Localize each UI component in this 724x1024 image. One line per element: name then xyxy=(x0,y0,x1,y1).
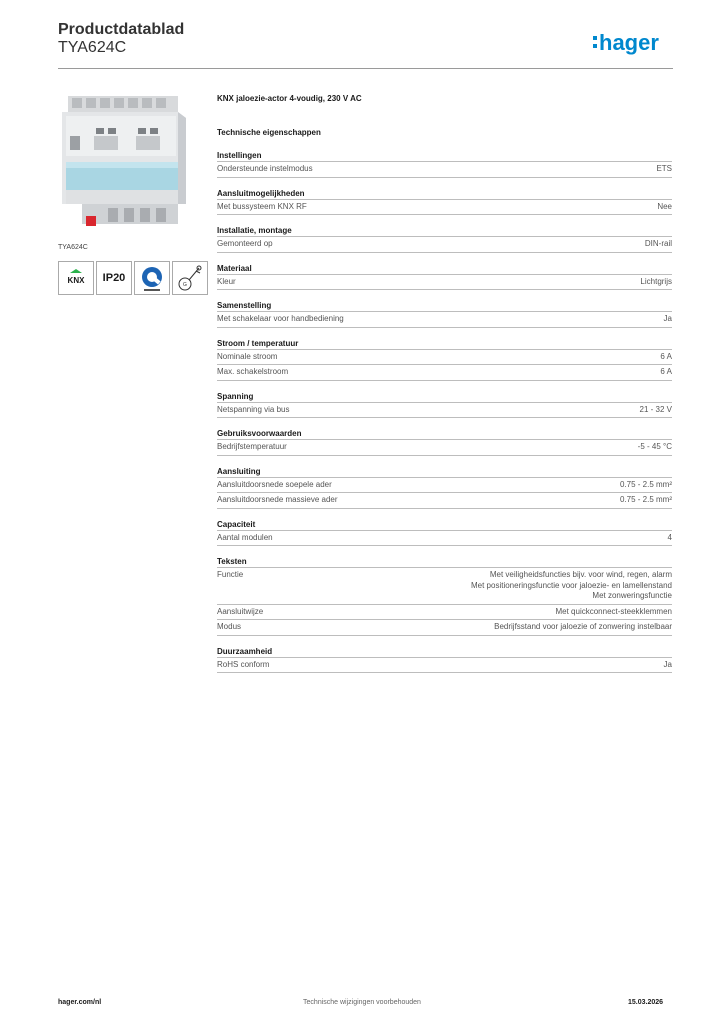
plug-certification xyxy=(172,261,208,295)
spec-value xyxy=(471,570,672,602)
spec-section xyxy=(217,188,672,216)
spec-label: Aansluitdoorsnede massieve ader xyxy=(217,495,338,504)
product-code-caption: TYA624C xyxy=(58,244,88,251)
spec-sections xyxy=(217,150,672,673)
knx-logo-icon xyxy=(59,262,93,294)
spec-section-title: Teksten xyxy=(217,556,672,568)
quality-mark-icon xyxy=(135,262,169,294)
spec-value xyxy=(640,277,672,288)
spec-label: Ondersteunde instelmodus xyxy=(217,164,313,173)
spec-value xyxy=(620,495,672,506)
spec-row xyxy=(217,440,672,456)
spec-value-line: 21 - 32 V xyxy=(639,404,672,414)
spec-label: Aansluitdoorsnede soepele ader xyxy=(217,479,332,489)
spec-value-line: Met veiligheidsfuncties bijv. voor wind, regen, alarm xyxy=(489,570,672,579)
spec-section xyxy=(217,391,672,419)
spec-section xyxy=(217,428,672,456)
spec-value-line: Met quickconnect-steekklemmen xyxy=(555,606,672,616)
spec-value-line: -5 - 45 °C xyxy=(637,442,672,451)
spec-section xyxy=(217,519,672,547)
spec-value xyxy=(638,442,672,453)
spec-value-line: Met zonweringsfunctie xyxy=(592,591,672,600)
spec-section-title: Instellingen xyxy=(217,150,672,162)
spec-row xyxy=(217,350,672,366)
spec-value-line: 4 xyxy=(667,532,672,542)
spec-row xyxy=(217,237,672,253)
spec-value-line: DIN-rail xyxy=(644,239,672,248)
spec-section xyxy=(217,300,672,328)
spec-label: Aantal modulen xyxy=(217,532,273,542)
spec-value-line: Nee xyxy=(657,201,672,211)
spec-value xyxy=(494,622,672,633)
spec-row xyxy=(217,493,672,509)
spec-value xyxy=(660,352,672,363)
spec-label: Met schakelaar voor handbediening xyxy=(217,314,344,323)
spec-section-title: Installatie, montage xyxy=(217,225,672,237)
spec-section-title: Aansluiting xyxy=(217,466,672,478)
spec-value xyxy=(620,480,672,491)
spec-value xyxy=(668,533,672,544)
spec-value-line: Ja xyxy=(663,659,672,669)
spec-value xyxy=(657,202,672,213)
spec-value-line: ETS xyxy=(656,164,672,173)
spec-value-line: Bedrijfsstand voor jaloezie of zonwering instelbaar xyxy=(494,622,672,631)
spec-row xyxy=(217,200,672,216)
spec-label: Nominale stroom xyxy=(217,351,278,361)
spec-row xyxy=(217,162,672,178)
spec-row xyxy=(217,605,672,621)
spec-value xyxy=(664,660,672,671)
spec-section xyxy=(217,646,672,674)
spec-row xyxy=(217,312,672,328)
spec-row xyxy=(217,478,672,494)
spec-value-line: 0.75 - 2.5 mm² xyxy=(619,495,672,504)
hager-logo xyxy=(593,28,673,58)
plug-key-icon xyxy=(173,262,207,294)
spec-section-title: Capaciteit xyxy=(217,519,672,531)
spec-row xyxy=(217,568,672,605)
svg-text:G: G xyxy=(183,282,187,288)
spec-value xyxy=(640,405,672,416)
spec-label: Max. schakelstroom xyxy=(217,367,289,376)
spec-label: Met bussysteem KNX RF xyxy=(217,201,307,211)
spec-label: Netspanning via bus xyxy=(217,404,290,414)
footer-disclaimer: Technische wijzigingen voorbehouden xyxy=(303,999,421,1006)
spec-row xyxy=(217,658,672,674)
spec-label: Functie xyxy=(217,570,244,579)
spec-label: Modus xyxy=(217,622,242,631)
spec-section xyxy=(217,225,672,253)
spec-row xyxy=(217,403,672,419)
spec-value xyxy=(656,164,672,175)
specifications-panel xyxy=(217,94,672,683)
spec-section-title: Materiaal xyxy=(217,263,672,275)
spec-value-line: Met positioneringsfunctie voor jaloezie- en lamellenstand xyxy=(471,580,672,590)
spec-section-title: Stroom / temperatuur xyxy=(217,338,672,350)
quality-certification xyxy=(134,261,170,295)
spec-row xyxy=(217,531,672,547)
spec-section xyxy=(217,263,672,291)
ip20-rating xyxy=(96,261,132,295)
spec-label: RoHS conform xyxy=(217,659,270,669)
spec-section xyxy=(217,150,672,178)
knx-certification xyxy=(58,261,94,295)
product-image xyxy=(58,92,204,238)
spec-value xyxy=(660,367,672,378)
logo-text: hager xyxy=(599,30,659,55)
spec-label: Gemonteerd op xyxy=(217,239,273,248)
spec-value-line: 6 A xyxy=(660,367,672,376)
page-title: Productdatablad xyxy=(58,21,185,38)
spec-row xyxy=(217,275,672,291)
footer-website: hager.com/nl xyxy=(58,999,102,1006)
header-divider xyxy=(58,68,673,69)
spec-section-title: Duurzaamheid xyxy=(217,646,672,658)
spec-value xyxy=(556,607,673,618)
spec-section xyxy=(217,338,672,381)
spec-section xyxy=(217,466,672,509)
spec-row xyxy=(217,365,672,381)
spec-value-line: 0.75 - 2.5 mm² xyxy=(619,479,672,489)
footer-date: 15.03.2026 xyxy=(628,999,664,1006)
spec-value xyxy=(664,314,672,325)
spec-label: Bedrijfstemperatuur xyxy=(217,442,287,451)
product-name: KNX jaloezie-actor 4-voudig, 230 V AC xyxy=(217,94,362,103)
spec-label: Kleur xyxy=(217,276,236,286)
spec-section-title: Gebruiksvoorwaarden xyxy=(217,428,672,440)
spec-value-line: Lichtgrijs xyxy=(640,276,672,286)
svg-text:KNX: KNX xyxy=(67,276,85,285)
spec-section-title: Spanning xyxy=(217,391,672,403)
spec-section-title: Samenstelling xyxy=(217,300,672,312)
spec-section xyxy=(217,556,672,636)
spec-value-line: 6 A xyxy=(660,351,672,361)
spec-row xyxy=(217,620,672,636)
spec-value xyxy=(645,239,672,250)
product-code-subtitle: TYA624C xyxy=(58,39,127,56)
spec-section-title: Aansluitmogelijkheden xyxy=(217,188,672,200)
spec-label: Aansluitwijze xyxy=(217,606,264,616)
spec-value-line: Ja xyxy=(663,314,672,323)
ip20-icon: IP20 xyxy=(102,272,126,284)
tech-properties-heading: Technische eigenschappen xyxy=(217,128,321,137)
